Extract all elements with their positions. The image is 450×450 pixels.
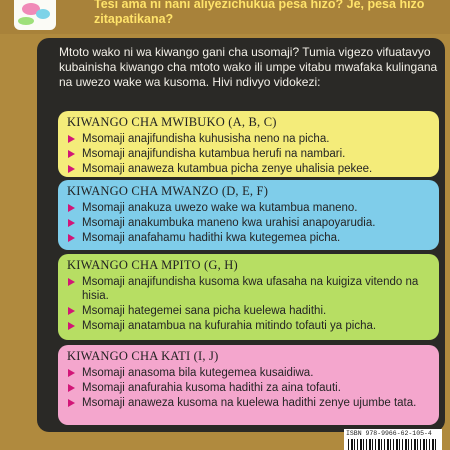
intro-paragraph: Mtoto wako ni wa kiwango gani cha usomaji? Tumia vigezo vifuatavyo kubainisha kiwango cha mtoto wako ili umpe vitabu mwafaka kulingana na uwezo wake wa kusoma. Hivi ndivyo vidokezi:: [59, 45, 438, 89]
criterion-text: Msomaji anafurahia kusoma hadithi za aina tofauti.: [82, 382, 341, 394]
criterion-text: Msomaji anajifundisha kuhusisha neno na picha.: [82, 133, 330, 145]
level-criteria-list: [67, 366, 431, 410]
bullet-triangle-icon: [68, 165, 75, 173]
isbn-barcode: [344, 429, 442, 450]
criterion-item: [67, 319, 431, 333]
bullet-triangle-icon: [68, 399, 75, 407]
criterion-text: Msomaji hategemei sana picha kuelewa hadithi.: [82, 305, 327, 317]
barcode-bars: [348, 439, 438, 450]
bullet-triangle-icon: [68, 150, 75, 158]
criterion-text: Msomaji anasoma bila kutegemea kusaidiwa.: [82, 367, 314, 379]
criterion-text: Msomaji anaweza kusoma na kuelewa hadithi zenye ujumbe tata.: [82, 397, 417, 409]
isbn-number: ISBN 978-9966-62-105-4: [346, 430, 432, 437]
level-title: KIWANGO CHA KATI (I, J): [67, 349, 219, 363]
bullet-triangle-icon: [68, 322, 75, 330]
teaser-question: Tesi ama ni nani aliyezichukua pesa hizo? Je, pesa hizo zitapatikana?: [94, 0, 425, 26]
criterion-item: [67, 132, 431, 146]
criterion-text: Msomaji anakuza uwezo wake wa kutambua maneno.: [82, 202, 358, 214]
bullet-triangle-icon: [68, 219, 75, 227]
thumbnail-illustration: [18, 17, 34, 25]
level-box-kati: [58, 345, 439, 425]
cover-thumbnail: [14, 0, 56, 30]
criterion-text: Msomaji anakumbuka maneno kwa urahisi anapoyarudia.: [82, 217, 376, 229]
bullet-triangle-icon: [68, 369, 75, 377]
level-criteria-list: [67, 201, 431, 245]
bullet-triangle-icon: [68, 307, 75, 315]
criterion-item: [67, 381, 431, 395]
level-title: KIWANGO CHA MWANZO (D, E, F): [67, 184, 269, 198]
criterion-item: [67, 304, 431, 318]
level-box-mwibuko: [58, 111, 439, 177]
level-box-mwanzo: [58, 180, 439, 250]
criterion-item: [67, 216, 431, 230]
criterion-text: Msomaji anaweza kutambua picha zenye uhalisia pekee.: [82, 163, 373, 175]
bullet-triangle-icon: [68, 278, 75, 286]
criterion-text: Msomaji anatambua na kufurahia mitindo tofauti ya picha.: [82, 320, 377, 332]
criterion-item: [67, 231, 431, 245]
level-criteria-list: [67, 132, 431, 176]
level-criteria-list: [67, 275, 431, 333]
level-box-mpito: [58, 254, 439, 340]
criterion-item: [67, 162, 431, 176]
criterion-text: Msomaji anafahamu hadithi kwa kutegemea picha.: [82, 232, 341, 244]
criterion-item: [67, 275, 431, 303]
criterion-text: Msomaji anajifundisha kusoma kwa ufasaha na kuigiza vitendo na hisia.: [82, 276, 419, 302]
level-title: KIWANGO CHA MPITO (G, H): [67, 258, 238, 272]
bullet-triangle-icon: [68, 234, 75, 242]
bullet-triangle-icon: [68, 384, 75, 392]
criterion-item: [67, 147, 431, 161]
bullet-triangle-icon: [68, 204, 75, 212]
thumbnail-illustration: [36, 9, 50, 19]
criterion-text: Msomaji anajifundisha kutambua herufi na nambari.: [82, 148, 346, 160]
criterion-item: [67, 201, 431, 215]
criterion-item: [67, 366, 431, 380]
criterion-item: [67, 396, 431, 410]
bullet-triangle-icon: [68, 135, 75, 143]
level-title: KIWANGO CHA MWIBUKO (A, B, C): [67, 115, 277, 129]
